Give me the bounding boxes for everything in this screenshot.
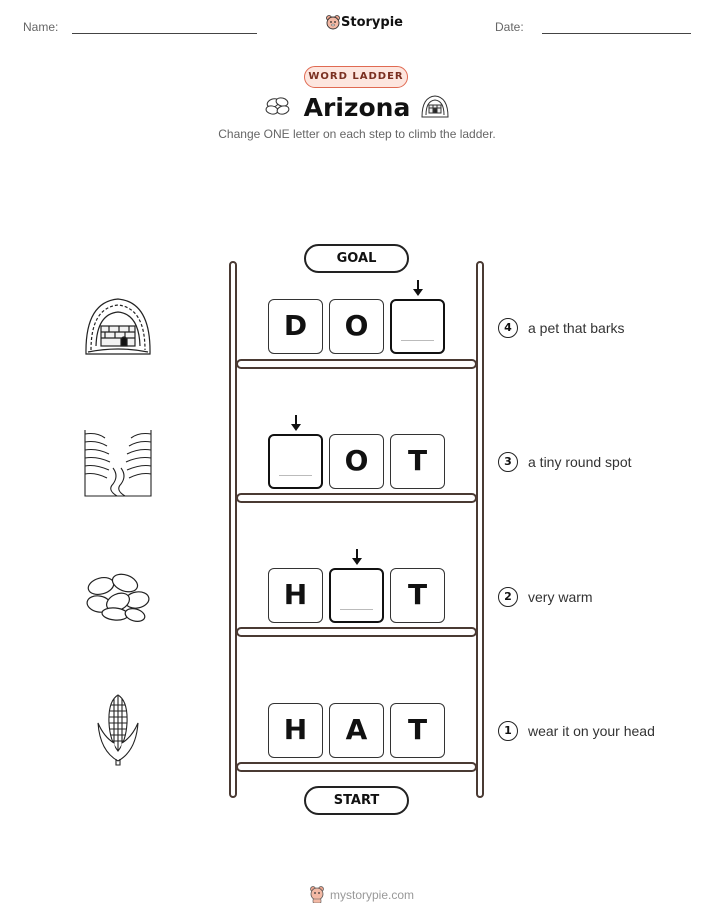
step-number-badge: 1 [498,721,518,741]
beans-icon [85,570,151,622]
cliff-dwelling-small-icon [420,93,450,119]
footer-url: mystorypie.com [330,888,415,902]
clue-text: a pet that barks [528,320,625,336]
letter-tile: H [268,568,323,623]
brand-name: Storypie [341,15,403,30]
ladder-rung [236,359,477,369]
ladder-rung [236,493,477,503]
letter-tile: H [268,703,323,758]
ladder-left-rail [229,261,237,798]
letter-tile: A [329,703,384,758]
ladder-rung [236,627,477,637]
letter-tile: O [329,299,384,354]
ladder-rung [236,762,477,772]
arrow-down-icon [350,548,364,566]
clue-text: wear it on your head [528,723,655,739]
letter-tile: O [329,434,384,489]
storypie-mascot-icon [309,885,325,903]
cliff-dwelling-icon [83,296,153,358]
date-label: Date: [495,20,524,34]
blank-letter-tile[interactable] [268,434,323,489]
instructions: Change ONE letter on each step to climb the ladder. [218,127,496,141]
start-label: START [304,786,409,815]
page-title: Arizona [303,93,411,122]
corn-icon [96,693,140,767]
clue-text: a tiny round spot [528,454,632,470]
goal-label: GOAL [304,244,409,273]
letter-tile: T [390,568,445,623]
name-label: Name: [23,20,59,34]
word-ladder-badge: WORD LADDER [304,66,408,88]
blank-letter-tile[interactable] [390,299,445,354]
arrow-down-icon [411,279,425,297]
letter-tile: T [390,703,445,758]
canyon-icon [83,428,153,498]
arrow-down-icon [289,414,303,432]
storypie-logo-icon [325,14,341,30]
clue-text: very warm [528,589,593,605]
step-number-badge: 3 [498,452,518,472]
step-number-badge: 4 [498,318,518,338]
date-line[interactable] [542,33,691,34]
ladder-right-rail [476,261,484,798]
blank-letter-tile[interactable] [329,568,384,623]
letter-tile: T [390,434,445,489]
name-line[interactable] [72,33,257,34]
letter-tile: D [268,299,323,354]
step-number-badge: 2 [498,587,518,607]
